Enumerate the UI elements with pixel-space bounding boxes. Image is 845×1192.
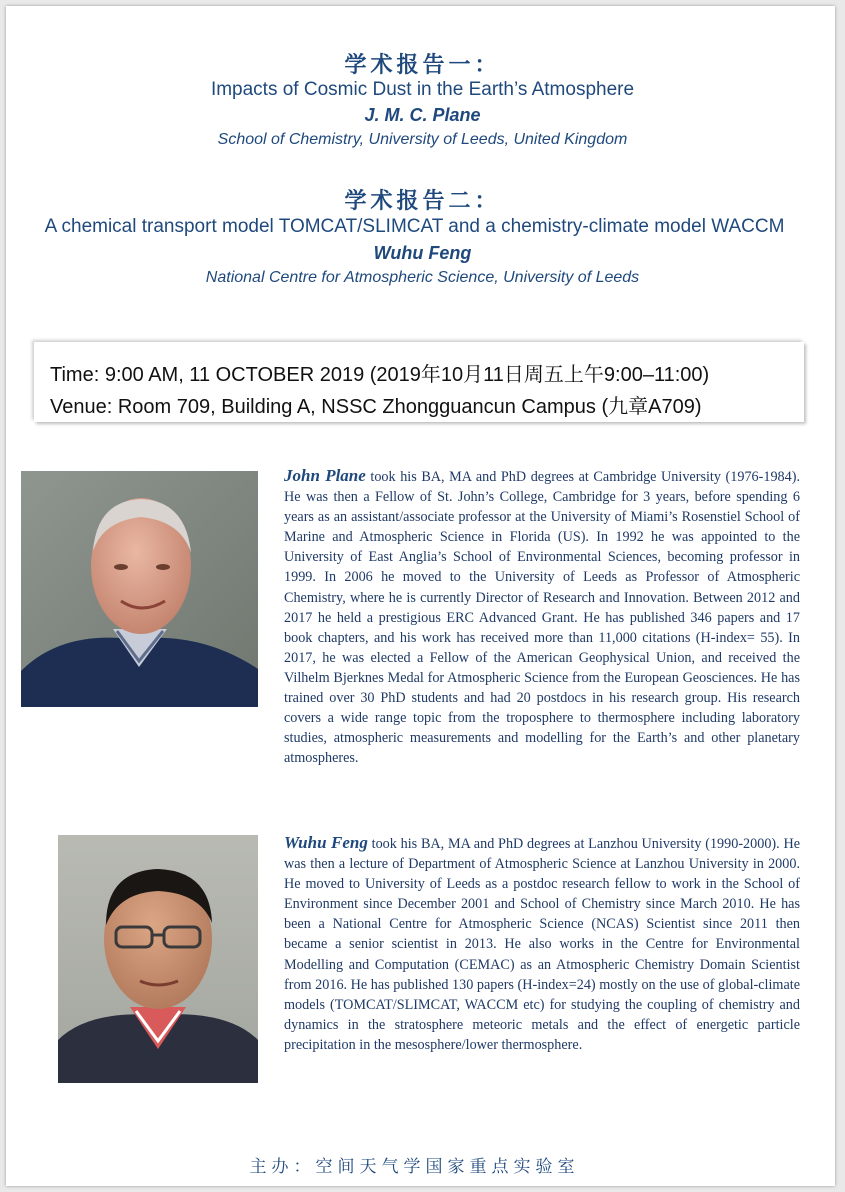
wuhu-feng-bio-text: took his BA, MA and PhD degrees at Lanzhou University (1990-2000). He was then a lecture of Department of Atmospheric Science at Lanzhou University in 2000. He moved to University of Leeds as a postdoc research fellow to work in the School of Environment since December 2001 and School of Chemistry since March 2010. He has been a National Centre for Atmospheric Science (NCAS) Scientist since 2011 then became a senior scientist in 2013. He also works in the Centre for Environmental Modelling and Computation (CEMAC) as an Atmospheric Chemistry Domain Scientist from 2016. He has published 130 papers (H-index=24) mostly on the use of global-climate models (TOMCAT/SLIMCAT, WACCM etc) for studying the coupling of chemistry and dynamics in the stratosphere meteoric metals and the effect of energetic particle precipitation in the mesosphere/lower thermosphere. — [284, 836, 800, 1053]
talk1-heading: 学术报告一： — [344, 53, 501, 78]
talk2-heading: 学术报告二： — [344, 189, 501, 214]
john-plane-bio-name: John Plane — [284, 466, 366, 485]
wuhu-feng-bio-name: Wuhu Feng — [284, 833, 368, 852]
john-plane-bio-text: took his BA, MA and PhD degrees at Cambridge University (1976-1984). He was then a Fellow of St. John’s College, Cambridge for 3 years, before spending 6 years as an assistant/associate professor at the University of Miami’s Rosenstiel School of Marine and Atmospheric Science in Florida (US). In 1992 he was appointed to the University of East Anglia’s School of Environmental Sciences, becoming professor in 1999. In 2006 he moved to the University of Leeds as Professor of Atmospheric Chemistry, where he is currently Director of Research and Innovation. Between 2012 and 2017 he held a prestigious ERC Advanced Grant. He has published 346 papers and 17 book chapters, and his work has received more than 11,000 citations (H-index= 55). In 2017, he was elected a Fellow of the American Geophysical Union, and received the Vilhelm Bjerknes Medal for Atmospheric Science from the European Geosciences. He has trained over 30 PhD students and had 20 postdocs in his research group. His research covers a wide range topic from the troposphere to thermosphere including laboratory studies, atmospheric measurements and modelling for the Earth’s and other planetary atmospheres. — [284, 469, 800, 767]
talk2-title: A chemical transport model TOMCAT/SLIMCAT and a chemistry-climate model WACCM — [44, 216, 785, 237]
venue-line: Venue: Room 709, Building A, NSSC Zhongguancun Campus (九章A709) — [50, 396, 702, 418]
john-plane-bio — [284, 466, 800, 768]
talk2-speaker: Wuhu Feng — [373, 243, 472, 263]
talk1-affiliation: School of Chemistry, University of Leeds, United Kingdom — [217, 131, 628, 148]
organizer-footer: 主办：空间天气学国家重点实验室 — [249, 1157, 580, 1177]
wuhu-feng-photo — [58, 835, 258, 1083]
time-line: Time: 9:00 AM, 11 OCTOBER 2019 (2019年10月11日周五上午9:00–11:00) — [50, 364, 710, 386]
john-plane-photo — [21, 471, 258, 707]
wuhu-feng-bio — [284, 833, 800, 1055]
talk1-title: Impacts of Cosmic Dust in the Earth’s Atmosphere — [210, 79, 635, 100]
talk1-speaker: J. M. C. Plane — [364, 105, 481, 125]
talk2-affiliation: National Centre for Atmospheric Science, University of Leeds — [205, 269, 640, 286]
